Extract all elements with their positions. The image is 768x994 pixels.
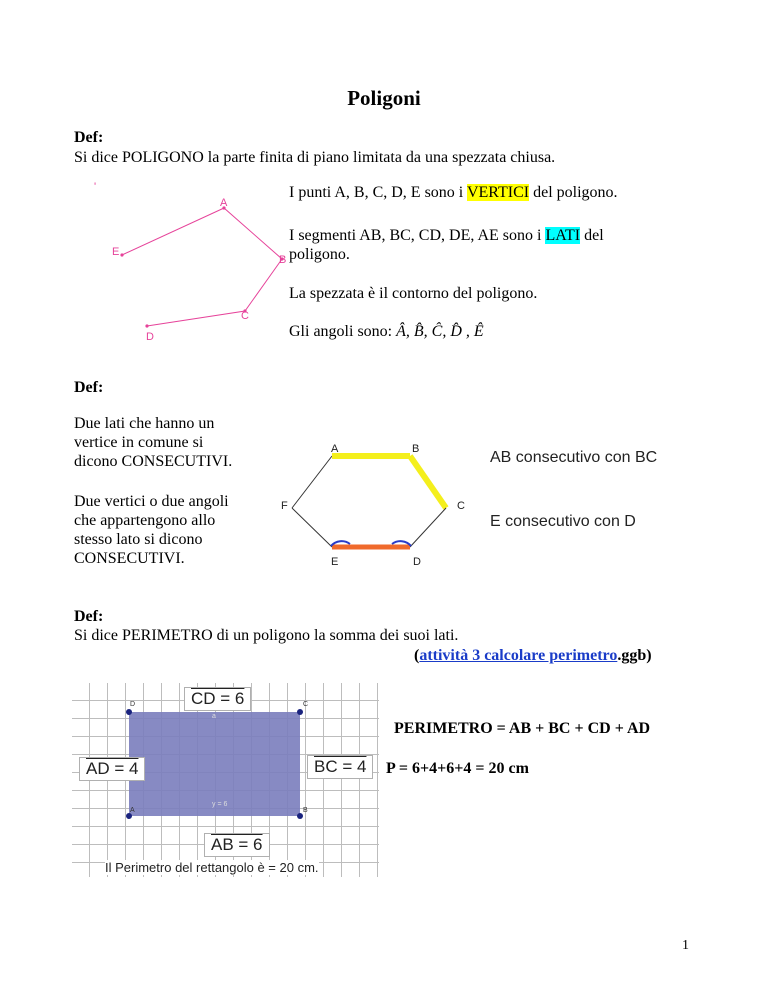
- def-label-2: Def:: [74, 379, 104, 396]
- label-cd: CD = 6: [184, 687, 251, 711]
- note-ab-bc: AB consecutivo con BC: [490, 449, 658, 466]
- vertex-label-b: B: [279, 254, 287, 266]
- note-e-d: E consecutivo con D: [490, 513, 636, 530]
- label-bc: BC = 4: [307, 755, 373, 779]
- angles-text: Gli angoli sono: Â, B̂, Ĉ, D̂ , Ê: [289, 323, 484, 340]
- hex-label-d: D: [413, 556, 421, 568]
- hex-label-a: A: [331, 443, 339, 455]
- corner-label-c: C: [303, 701, 309, 708]
- consecutive-sides-text: Due lati che hanno un vertice in comune si dicono CONSECUTIVI.: [74, 415, 233, 470]
- inner-label-top: a: [212, 713, 216, 720]
- vertex-label-c: C: [241, 310, 249, 322]
- vertex-label-d: D: [146, 331, 154, 343]
- sides-text-line2: poligono.: [289, 246, 350, 263]
- contour-text: La spezzata è il contorno del poligono.: [289, 285, 538, 302]
- perimeter-definition: Si dice PERIMETRO di un poligono la somma dei suoi lati.: [74, 627, 459, 644]
- perimeter-caption: Il Perimetro del rettangolo è = 20 cm.: [105, 860, 319, 875]
- vertex-dot-d: [126, 709, 132, 715]
- lati-highlight: LATI: [545, 227, 581, 244]
- vertex-dot-c: [297, 709, 303, 715]
- hex-label-f: F: [281, 500, 288, 512]
- label-ab: AB = 6: [204, 833, 270, 857]
- corner-label-d: D: [130, 701, 136, 708]
- inner-label-bottom: y = 6: [212, 801, 228, 808]
- corner-label-b: B: [303, 807, 308, 814]
- page-title: Poligoni: [347, 86, 421, 110]
- sides-text: I segmenti AB, BC, CD, DE, AE sono i LATI del: [289, 227, 604, 244]
- hex-label-e: E: [331, 556, 339, 568]
- perimeter-formula: PERIMETRO = AB + BC + CD + AD: [394, 720, 651, 737]
- perimeter-result: P = 6+4+6+4 = 20 cm: [386, 760, 529, 777]
- corner-label-a: A: [130, 807, 135, 814]
- vertex-label-a: A: [220, 197, 228, 209]
- def-label-1: Def:: [74, 129, 104, 146]
- vertici-highlight: VERTICI: [466, 184, 530, 201]
- hex-label-b: B: [412, 443, 420, 455]
- vertex-label-e: E: [112, 246, 120, 258]
- consecutive-vertices-text: Due vertici o due angoli che appartengono allo stesso lato si dicono CONSECUTIVI.: [74, 493, 229, 567]
- activity-link-line: (attività 3 calcolare perimetro.ggb): [414, 647, 652, 664]
- stray-tick: ': [94, 181, 97, 193]
- hex-label-c: C: [457, 500, 465, 512]
- angles-symbols: Â, B̂, Ĉ, D̂ , Ê: [396, 323, 484, 340]
- vertices-text: I punti A, B, C, D, E sono i VERTICI del poligono.: [289, 184, 618, 201]
- geogebra-figure: [72, 683, 379, 877]
- hexagon-figure: [272, 438, 472, 578]
- page-number: 1: [682, 938, 689, 953]
- pentagon-figure: [84, 180, 314, 350]
- polygon-definition: Si dice POLIGONO la parte finita di piano limitata da una spezzata chiusa.: [74, 149, 556, 166]
- label-ad: AD = 4: [79, 757, 145, 781]
- def-label-3: Def:: [74, 608, 104, 625]
- activity-link[interactable]: attività 3 calcolare perimetro: [419, 647, 618, 664]
